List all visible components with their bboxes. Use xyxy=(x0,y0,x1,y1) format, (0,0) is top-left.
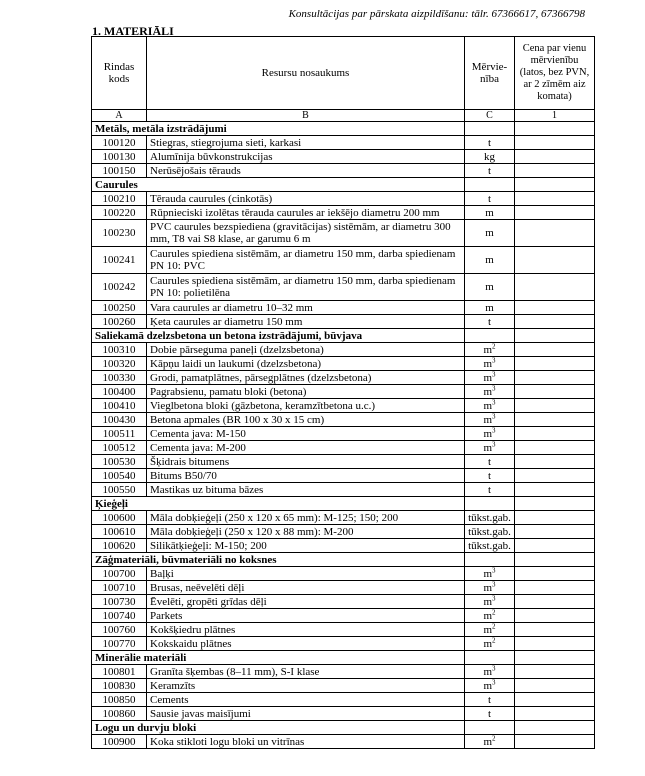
row-unit xyxy=(465,609,515,623)
table-row xyxy=(92,301,595,315)
table-row xyxy=(92,385,595,399)
price-input-cell[interactable] xyxy=(515,525,595,539)
row-code: 100241 xyxy=(92,247,147,274)
price-input-cell[interactable] xyxy=(515,192,595,206)
price-input-cell[interactable] xyxy=(515,609,595,623)
row-name: Brusas, neēvelēti dēļi xyxy=(147,581,465,595)
row-code: 100710 xyxy=(92,581,147,595)
row-unit xyxy=(465,441,515,455)
row-name: Kāpņu laidi un laukumi (dzelzsbetona) xyxy=(147,357,465,371)
price-input-cell[interactable] xyxy=(515,637,595,651)
price-input-cell[interactable] xyxy=(515,385,595,399)
row-code: 100530 xyxy=(92,455,147,469)
header-row xyxy=(92,37,595,110)
row-unit xyxy=(465,413,515,427)
row-name: Silikātķieģeļi: M-150; 200 xyxy=(147,539,465,553)
price-input-cell[interactable] xyxy=(515,220,595,247)
row-unit xyxy=(465,427,515,441)
letter-c: C xyxy=(465,110,515,122)
price-input-cell[interactable] xyxy=(515,164,595,178)
price-input-cell[interactable] xyxy=(515,150,595,164)
price-input-cell[interactable] xyxy=(515,247,595,274)
row-unit xyxy=(465,483,515,497)
empty-cell xyxy=(465,651,515,665)
table-row xyxy=(92,371,595,385)
group-row xyxy=(92,122,595,136)
unit-text: t xyxy=(487,315,492,328)
table-row xyxy=(92,399,595,413)
table-row xyxy=(92,735,595,749)
unit-exponent: 2 xyxy=(492,622,496,630)
price-input-cell[interactable] xyxy=(515,483,595,497)
unit-text: m xyxy=(483,427,493,440)
table-row xyxy=(92,455,595,469)
row-name: Ķeta caurules ar diametru 150 mm xyxy=(147,315,465,329)
group-row xyxy=(92,329,595,343)
table-row xyxy=(92,525,595,539)
unit-text: m xyxy=(483,637,493,650)
header-cena: Cena par vienu mērvienību (latos, bez PVN, ar 2 zīmēm aiz komata) xyxy=(515,37,595,110)
group-row xyxy=(92,178,595,192)
row-unit xyxy=(465,567,515,581)
price-input-cell[interactable] xyxy=(515,581,595,595)
unit-text: t xyxy=(487,192,492,205)
row-code: 100900 xyxy=(92,735,147,749)
group-title: Caurules xyxy=(92,178,465,192)
unit-exponent: 2 xyxy=(492,608,496,616)
row-name: Sausie javas maisījumi xyxy=(147,707,465,721)
row-unit xyxy=(465,511,515,525)
unit-exponent: 2 xyxy=(492,734,496,742)
price-input-cell[interactable] xyxy=(515,427,595,441)
row-code: 100210 xyxy=(92,192,147,206)
unit-exponent: 2 xyxy=(492,342,496,350)
table-row xyxy=(92,315,595,329)
row-code: 100600 xyxy=(92,511,147,525)
empty-cell xyxy=(515,497,595,511)
row-unit xyxy=(465,707,515,721)
row-code: 100150 xyxy=(92,164,147,178)
row-name: Baļķi xyxy=(147,567,465,581)
row-name: Parkets xyxy=(147,609,465,623)
table-row xyxy=(92,150,595,164)
row-name: Māla dobķieģeļi (250 x 120 x 88 mm): M-200 xyxy=(147,525,465,539)
letter-a: A xyxy=(92,110,147,122)
row-name: Grodi, pamatplātnes, pārsegplātnes (dzelzsbetona) xyxy=(147,371,465,385)
unit-text: m xyxy=(485,227,494,239)
row-unit xyxy=(465,637,515,651)
unit-exponent: 3 xyxy=(492,384,496,392)
unit-exponent: 3 xyxy=(492,594,496,602)
unit-text: m xyxy=(483,371,493,384)
row-unit xyxy=(465,136,515,150)
row-unit xyxy=(465,455,515,469)
row-name: Nerūsējošais tērauds xyxy=(147,164,465,178)
table-row xyxy=(92,427,595,441)
materials-table xyxy=(91,36,595,749)
unit-text: tūkst.gab. xyxy=(468,525,511,538)
row-unit xyxy=(465,469,515,483)
row-name: Tērauda caurules (cinkotās) xyxy=(147,192,465,206)
row-unit xyxy=(465,247,515,274)
table-row xyxy=(92,441,595,455)
row-code: 100320 xyxy=(92,357,147,371)
empty-cell xyxy=(515,721,595,735)
table-row xyxy=(92,247,595,274)
row-code: 100330 xyxy=(92,371,147,385)
price-input-cell[interactable] xyxy=(515,707,595,721)
price-input-cell[interactable] xyxy=(515,539,595,553)
column-letter-row xyxy=(92,110,595,122)
unit-text: m xyxy=(483,679,493,692)
row-name: Ēvelēti, gropēti grīdas dēļi xyxy=(147,595,465,609)
group-title: Saliekamā dzelzsbetona un betona izstrādājumi, būvjava xyxy=(92,329,465,343)
price-input-cell[interactable] xyxy=(515,315,595,329)
unit-text: m xyxy=(483,609,493,622)
unit-exponent: 3 xyxy=(492,398,496,406)
row-name: Betona apmales (BR 100 x 30 x 15 cm) xyxy=(147,413,465,427)
price-input-cell[interactable] xyxy=(515,343,595,357)
table-row xyxy=(92,511,595,525)
table-row xyxy=(92,469,595,483)
letter-b: B xyxy=(147,110,465,122)
table-row xyxy=(92,220,595,247)
row-unit xyxy=(465,735,515,749)
unit-exponent: 2 xyxy=(492,636,496,644)
table-row xyxy=(92,357,595,371)
unit-text: m xyxy=(483,581,493,594)
row-unit xyxy=(465,623,515,637)
empty-cell xyxy=(515,178,595,192)
unit-text: kg xyxy=(484,150,495,163)
row-code: 100400 xyxy=(92,385,147,399)
unit-text: tūkst.gab. xyxy=(468,511,511,524)
row-name: Māla dobķieģeļi (250 x 120 x 65 mm): M-125; 150; 200 xyxy=(147,511,465,525)
price-input-cell[interactable] xyxy=(515,595,595,609)
price-input-cell[interactable] xyxy=(515,679,595,693)
group-row xyxy=(92,553,595,567)
row-name: Mastikas uz bituma bāzes xyxy=(147,483,465,497)
unit-exponent: 3 xyxy=(492,678,496,686)
empty-cell xyxy=(465,122,515,136)
unit-text: m xyxy=(483,399,493,412)
row-name: Pagrabsienu, pamatu bloki (betona) xyxy=(147,385,465,399)
row-name: Caurules spiediena sistēmām, ar diametru 150 mm, darba spiedienam PN 10: PVC xyxy=(147,247,465,274)
row-code: 100130 xyxy=(92,150,147,164)
header-kods: Rindas kods xyxy=(92,37,147,110)
row-unit xyxy=(465,343,515,357)
row-name: Stiegras, stiegrojuma sieti, karkasi xyxy=(147,136,465,150)
row-unit xyxy=(465,679,515,693)
empty-cell xyxy=(515,651,595,665)
row-name: Vieglbetona bloki (gāzbetona, keramzītbetona u.c.) xyxy=(147,399,465,413)
table-row xyxy=(92,164,595,178)
row-code: 100770 xyxy=(92,637,147,651)
unit-text: t xyxy=(487,136,492,149)
group-row xyxy=(92,497,595,511)
unit-text: t xyxy=(487,469,492,482)
row-code: 100730 xyxy=(92,595,147,609)
table-row xyxy=(92,539,595,553)
row-name: Granīta šķembas (8–11 mm), S-I klase xyxy=(147,665,465,679)
row-code: 100700 xyxy=(92,567,147,581)
row-name: Šķidrais bitumens xyxy=(147,455,465,469)
row-code: 100740 xyxy=(92,609,147,623)
table-row xyxy=(92,609,595,623)
table-row xyxy=(92,567,595,581)
row-name: Keramzīts xyxy=(147,679,465,693)
unit-exponent: 3 xyxy=(492,426,496,434)
table-row xyxy=(92,192,595,206)
row-name: Caurules spiediena sistēmām, ar diametru 150 mm, darba spiedienam PN 10: polietilēna xyxy=(147,274,465,301)
row-code: 100430 xyxy=(92,413,147,427)
unit-text: m xyxy=(483,385,493,398)
row-name: Cements xyxy=(147,693,465,707)
row-unit xyxy=(465,539,515,553)
unit-exponent: 3 xyxy=(492,580,496,588)
unit-exponent: 3 xyxy=(492,440,496,448)
group-title: Minerālie materiāli xyxy=(92,651,465,665)
unit-text: m xyxy=(485,254,494,266)
price-input-cell[interactable] xyxy=(515,371,595,385)
unit-text: m xyxy=(485,206,494,219)
unit-exponent: 3 xyxy=(492,566,496,574)
row-unit xyxy=(465,399,515,413)
group-row xyxy=(92,721,595,735)
price-input-cell[interactable] xyxy=(515,623,595,637)
row-code: 100250 xyxy=(92,301,147,315)
unit-text: m xyxy=(483,595,493,608)
row-name: Alumīnija būvkonstrukcijas xyxy=(147,150,465,164)
row-unit xyxy=(465,693,515,707)
row-unit xyxy=(465,315,515,329)
header-mervieniba: Mērvie-nība xyxy=(465,37,515,110)
row-name: Dobie pārseguma paneļi (dzelzsbetona) xyxy=(147,343,465,357)
empty-cell xyxy=(465,721,515,735)
row-code: 100801 xyxy=(92,665,147,679)
row-code: 100230 xyxy=(92,220,147,247)
row-unit xyxy=(465,206,515,220)
row-name: PVC caurules bezspiediena (gravitācijas) sistēmām, ar diametru 300 mm, T8 vai S8 klase, ar garumu 6 m xyxy=(147,220,465,247)
group-row xyxy=(92,651,595,665)
row-code: 100220 xyxy=(92,206,147,220)
row-code: 100620 xyxy=(92,539,147,553)
unit-text: m xyxy=(485,281,494,293)
table-row xyxy=(92,206,595,220)
price-input-cell[interactable] xyxy=(515,413,595,427)
row-name: Bitums B50/70 xyxy=(147,469,465,483)
row-unit xyxy=(465,595,515,609)
unit-text: t xyxy=(487,693,492,706)
table-row xyxy=(92,595,595,609)
row-unit xyxy=(465,150,515,164)
empty-cell xyxy=(515,329,595,343)
letter-d: 1 xyxy=(515,110,595,122)
unit-exponent: 3 xyxy=(492,370,496,378)
table-row xyxy=(92,693,595,707)
row-name: Cementa java: M-200 xyxy=(147,441,465,455)
price-input-cell[interactable] xyxy=(515,567,595,581)
unit-text: m xyxy=(483,413,493,426)
price-input-cell[interactable] xyxy=(515,693,595,707)
row-code: 100242 xyxy=(92,274,147,301)
row-name: Vara caurules ar diametru 10–32 mm xyxy=(147,301,465,315)
row-unit xyxy=(465,164,515,178)
unit-text: t xyxy=(487,164,492,177)
group-title: Ķieģeļi xyxy=(92,497,465,511)
price-input-cell[interactable] xyxy=(515,441,595,455)
table-row xyxy=(92,343,595,357)
table-row xyxy=(92,413,595,427)
group-title: Logu un durvju bloki xyxy=(92,721,465,735)
row-code: 100610 xyxy=(92,525,147,539)
unit-text: t xyxy=(487,707,492,720)
row-name: Kokšķiedru plātnes xyxy=(147,623,465,637)
row-name: Rūpnieciski izolētas tērauda caurules ar iekšējo diametru 200 mm xyxy=(147,206,465,220)
row-code: 100540 xyxy=(92,469,147,483)
row-code: 100310 xyxy=(92,343,147,357)
unit-text: m xyxy=(485,301,494,314)
price-input-cell[interactable] xyxy=(515,665,595,679)
empty-cell xyxy=(465,329,515,343)
table-row xyxy=(92,581,595,595)
row-unit xyxy=(465,301,515,315)
row-unit xyxy=(465,274,515,301)
table-row xyxy=(92,679,595,693)
table-row xyxy=(92,483,595,497)
header-nosaukums: Resursu nosaukums xyxy=(147,37,465,110)
price-input-cell[interactable] xyxy=(515,357,595,371)
row-unit xyxy=(465,357,515,371)
row-code: 100120 xyxy=(92,136,147,150)
row-name: Kokskaidu plātnes xyxy=(147,637,465,651)
empty-cell xyxy=(465,178,515,192)
unit-text: m xyxy=(483,343,493,356)
row-code: 100511 xyxy=(92,427,147,441)
price-input-cell[interactable] xyxy=(515,511,595,525)
row-code: 100760 xyxy=(92,623,147,637)
unit-text: tūkst.gab. xyxy=(468,539,511,552)
row-unit xyxy=(465,581,515,595)
unit-text: m xyxy=(483,567,493,580)
unit-text: m xyxy=(483,623,493,636)
table-row xyxy=(92,707,595,721)
price-input-cell[interactable] xyxy=(515,735,595,749)
unit-text: t xyxy=(487,455,492,468)
table-row xyxy=(92,637,595,651)
table-row xyxy=(92,623,595,637)
price-input-cell[interactable] xyxy=(515,206,595,220)
row-code: 100410 xyxy=(92,399,147,413)
empty-cell xyxy=(515,553,595,567)
unit-text: m xyxy=(483,665,493,678)
row-code: 100260 xyxy=(92,315,147,329)
price-input-cell[interactable] xyxy=(515,469,595,483)
table-row xyxy=(92,665,595,679)
row-code: 100850 xyxy=(92,693,147,707)
row-unit xyxy=(465,665,515,679)
unit-exponent: 3 xyxy=(492,412,496,420)
group-title: Metāls, metāla izstrādājumi xyxy=(92,122,465,136)
unit-text: m xyxy=(483,441,493,454)
consultation-note: Konsultācijas par pārskata aizpildīšanu: tālr. 67366617, 67366798 xyxy=(288,8,585,20)
table-row xyxy=(92,136,595,150)
unit-exponent: 3 xyxy=(492,356,496,364)
row-unit xyxy=(465,220,515,247)
row-code: 100830 xyxy=(92,679,147,693)
group-title: Zāģmateriāli, būvmateriāli no koksnes xyxy=(92,553,465,567)
row-unit xyxy=(465,192,515,206)
price-input-cell[interactable] xyxy=(515,301,595,315)
row-code: 100512 xyxy=(92,441,147,455)
section-title: 1. MATERIĀLI xyxy=(92,24,174,38)
empty-cell xyxy=(465,553,515,567)
price-input-cell[interactable] xyxy=(515,455,595,469)
row-unit xyxy=(465,525,515,539)
row-name: Cementa java: M-150 xyxy=(147,427,465,441)
unit-exponent: 3 xyxy=(492,664,496,672)
price-input-cell[interactable] xyxy=(515,399,595,413)
row-unit xyxy=(465,371,515,385)
row-code: 100860 xyxy=(92,707,147,721)
table-row xyxy=(92,274,595,301)
row-code: 100550 xyxy=(92,483,147,497)
price-input-cell[interactable] xyxy=(515,274,595,301)
row-name: Koka stikloti logu bloki un vitrīnas xyxy=(147,735,465,749)
unit-text: m xyxy=(483,357,493,370)
row-unit xyxy=(465,385,515,399)
empty-cell xyxy=(465,497,515,511)
unit-text: m xyxy=(483,735,493,748)
empty-cell xyxy=(515,122,595,136)
unit-text: t xyxy=(487,483,492,496)
price-input-cell[interactable] xyxy=(515,136,595,150)
